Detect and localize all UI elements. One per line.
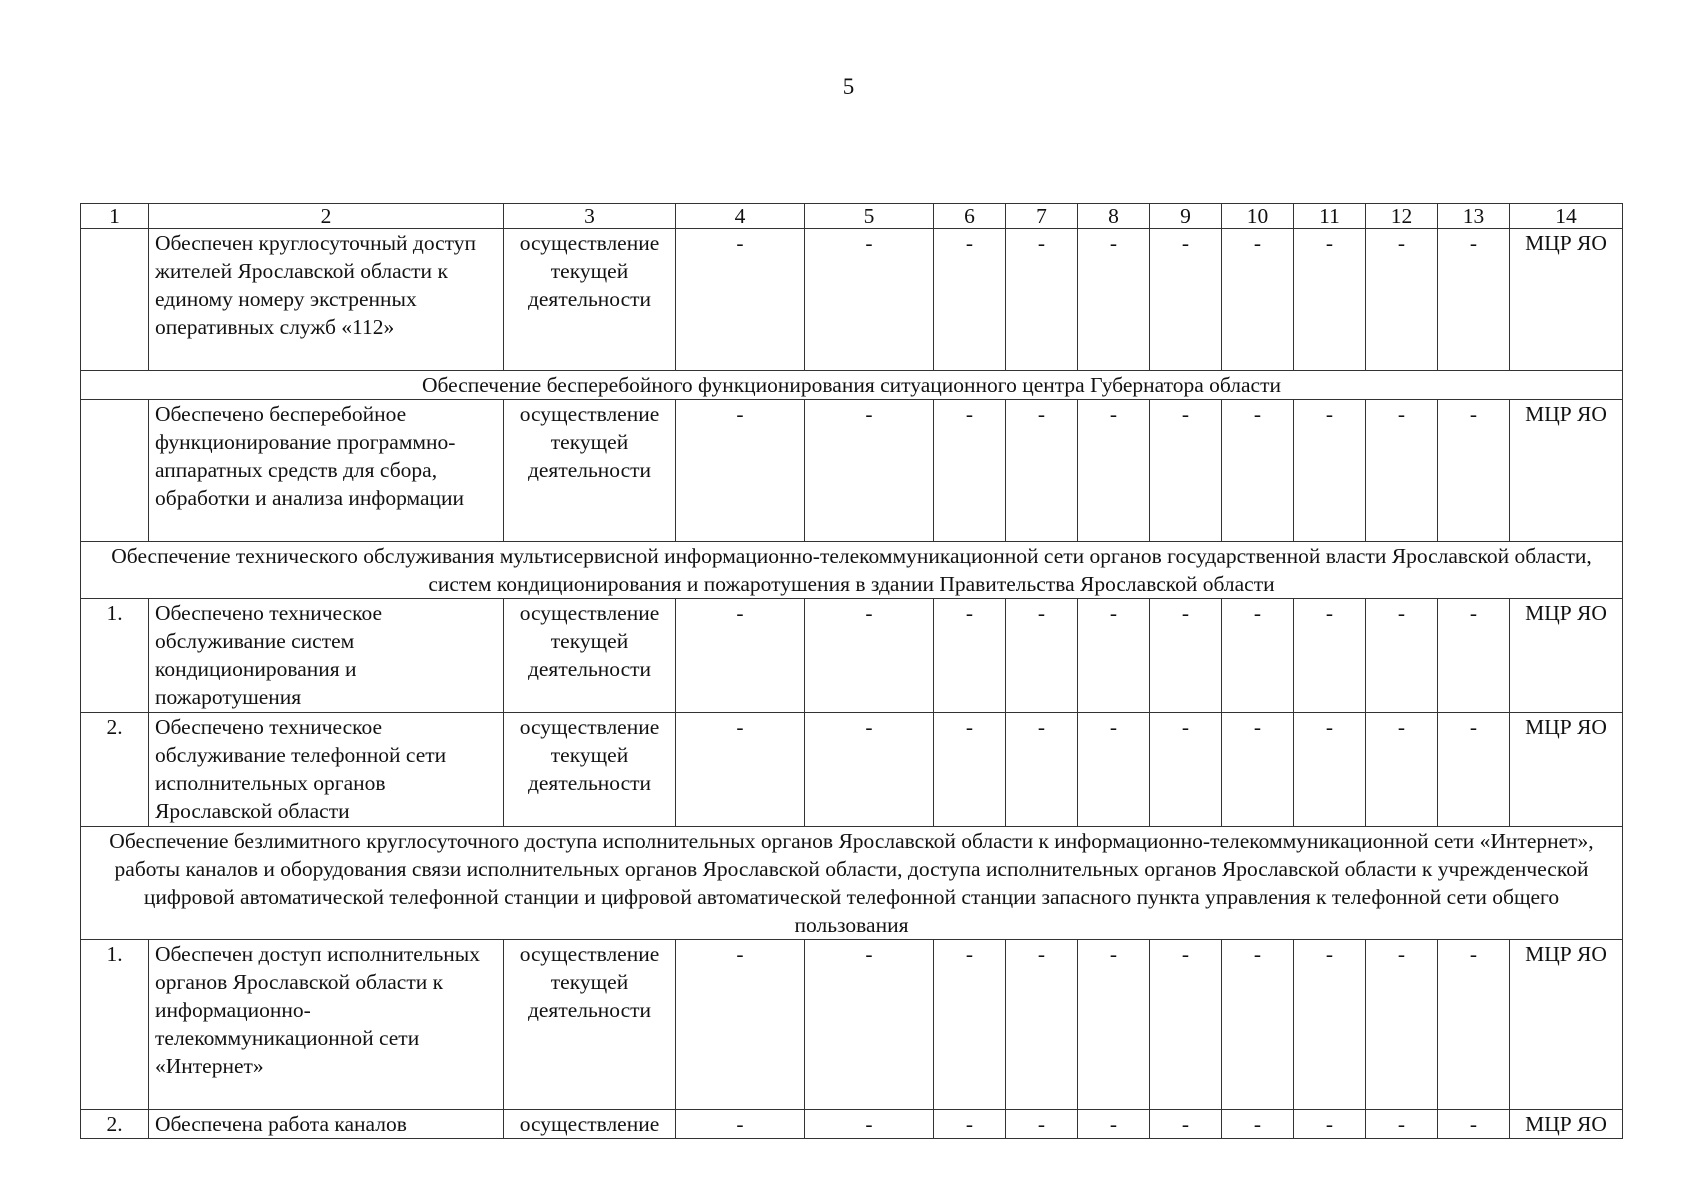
value-cell: -	[1078, 1110, 1150, 1139]
row-number	[81, 229, 149, 371]
page-number: 5	[842, 74, 855, 99]
value-cell: -	[1006, 1110, 1078, 1139]
value-cell: -	[1150, 400, 1222, 542]
value-cell: -	[805, 229, 934, 371]
executor-cell: МЦР ЯО	[1510, 940, 1623, 1110]
value-cell: -	[1150, 229, 1222, 371]
section-heading: Обеспечение бесперебойного функционирования ситуационного центра Губернатора области	[81, 371, 1623, 400]
executor-cell: МЦР ЯО	[1510, 713, 1623, 827]
value-cell: -	[934, 1110, 1006, 1139]
table-row	[81, 229, 1623, 371]
section-heading: Обеспечение технического обслуживания мультисервисной информационно-телекоммуникационной сети органов государственной власти Ярославской области, систем кондиционирования и пожаротушения в здании Правительства Ярославской области	[81, 542, 1623, 599]
value-cell: -	[676, 940, 805, 1110]
basis-cell: осуществление текущей деятельности	[504, 713, 676, 827]
value-cell: -	[676, 229, 805, 371]
column-number: 6	[934, 204, 1006, 229]
value-cell: -	[1438, 1110, 1510, 1139]
basis-cell: осуществление текущей деятельности	[504, 229, 676, 371]
value-cell: -	[676, 400, 805, 542]
row-number: 2.	[81, 713, 149, 827]
value-cell: -	[1078, 940, 1150, 1110]
value-cell: -	[934, 400, 1006, 542]
table-row	[81, 400, 1623, 542]
column-number-row	[81, 204, 1623, 229]
value-cell: -	[1150, 940, 1222, 1110]
result-description: Обеспечен доступ исполнительных органов Ярославской области к информационно-телекоммуникационной сети «Интернет»	[149, 940, 504, 1110]
value-cell: -	[1006, 713, 1078, 827]
table-row	[81, 713, 1623, 827]
column-number: 9	[1150, 204, 1222, 229]
value-cell: -	[1294, 1110, 1366, 1139]
row-number: 1.	[81, 940, 149, 1110]
value-cell: -	[1222, 400, 1294, 542]
row-number: 2.	[81, 1110, 149, 1139]
value-cell: -	[805, 599, 934, 713]
column-number: 13	[1438, 204, 1510, 229]
value-cell: -	[1438, 229, 1510, 371]
value-cell: -	[1438, 940, 1510, 1110]
table-row	[81, 1110, 1623, 1139]
basis-cell: осуществление текущей деятельности	[504, 400, 676, 542]
column-number: 12	[1366, 204, 1438, 229]
value-cell: -	[1222, 940, 1294, 1110]
section-row	[81, 371, 1623, 400]
column-number: 7	[1006, 204, 1078, 229]
section-heading: Обеспечение безлимитного круглосуточного доступа исполнительных органов Ярославской области к информационно-телекоммуникационной сети «Интернет», работы каналов и оборудования связи исполнительных органов Ярославской области, доступа исполнительных органов Ярославской области к учрежденческой цифровой автоматической телефонной станции и цифровой автоматической телефонной станции запасного пункта управления к телефонной сети общего пользования	[81, 827, 1623, 940]
value-cell: -	[1366, 1110, 1438, 1139]
value-cell: -	[1222, 229, 1294, 371]
value-cell: -	[1006, 940, 1078, 1110]
value-cell: -	[1294, 229, 1366, 371]
executor-cell: МЦР ЯО	[1510, 229, 1623, 371]
value-cell: -	[1294, 599, 1366, 713]
column-number: 1	[81, 204, 149, 229]
result-description: Обеспечен круглосуточный доступ жителей Ярославской области к единому номеру экстренных оперативных служб «112»	[149, 229, 504, 371]
value-cell: -	[1150, 599, 1222, 713]
result-description: Обеспечено бесперебойное функционирование программно-аппаратных средств для сбора, обработки и анализа информации	[149, 400, 504, 542]
value-cell: -	[676, 713, 805, 827]
value-cell: -	[1366, 229, 1438, 371]
value-cell: -	[1222, 599, 1294, 713]
column-number: 14	[1510, 204, 1623, 229]
value-cell: -	[676, 599, 805, 713]
basis-cell: осуществление	[504, 1110, 676, 1139]
executor-cell: МЦР ЯО	[1510, 599, 1623, 713]
column-number: 2	[149, 204, 504, 229]
value-cell: -	[934, 229, 1006, 371]
column-number: 8	[1078, 204, 1150, 229]
section-row	[81, 542, 1623, 599]
executor-cell: МЦР ЯО	[1510, 1110, 1623, 1139]
column-number: 10	[1222, 204, 1294, 229]
value-cell: -	[1222, 713, 1294, 827]
basis-cell: осуществление текущей деятельности	[504, 599, 676, 713]
value-cell: -	[934, 940, 1006, 1110]
column-number: 11	[1294, 204, 1366, 229]
value-cell: -	[1078, 713, 1150, 827]
value-cell: -	[1078, 229, 1150, 371]
table-row	[81, 940, 1623, 1110]
result-description: Обеспечено техническое обслуживание систем кондиционирования и пожаротушения	[149, 599, 504, 713]
value-cell: -	[805, 1110, 934, 1139]
value-cell: -	[1366, 400, 1438, 542]
value-cell: -	[1078, 599, 1150, 713]
column-number: 5	[805, 204, 934, 229]
column-number: 3	[504, 204, 676, 229]
value-cell: -	[805, 940, 934, 1110]
result-description: Обеспечено техническое обслуживание телефонной сети исполнительных органов Ярославской области	[149, 713, 504, 827]
value-cell: -	[934, 599, 1006, 713]
value-cell: -	[1438, 599, 1510, 713]
value-cell: -	[1006, 229, 1078, 371]
value-cell: -	[1222, 1110, 1294, 1139]
row-number: 1.	[81, 599, 149, 713]
value-cell: -	[805, 400, 934, 542]
column-number: 4	[676, 204, 805, 229]
value-cell: -	[934, 713, 1006, 827]
result-description: Обеспечена работа каналов	[149, 1110, 504, 1139]
value-cell: -	[1294, 940, 1366, 1110]
value-cell: -	[1438, 713, 1510, 827]
row-number	[81, 400, 149, 542]
value-cell: -	[1294, 400, 1366, 542]
table-row	[81, 599, 1623, 713]
plan-table	[80, 203, 1623, 1139]
value-cell: -	[1438, 400, 1510, 542]
section-row	[81, 827, 1623, 940]
value-cell: -	[1006, 599, 1078, 713]
value-cell: -	[676, 1110, 805, 1139]
value-cell: -	[1006, 400, 1078, 542]
value-cell: -	[805, 713, 934, 827]
value-cell: -	[1366, 599, 1438, 713]
basis-cell: осуществление текущей деятельности	[504, 940, 676, 1110]
value-cell: -	[1078, 400, 1150, 542]
executor-cell: МЦР ЯО	[1510, 400, 1623, 542]
value-cell: -	[1366, 940, 1438, 1110]
value-cell: -	[1294, 713, 1366, 827]
value-cell: -	[1150, 713, 1222, 827]
value-cell: -	[1366, 713, 1438, 827]
value-cell: -	[1150, 1110, 1222, 1139]
